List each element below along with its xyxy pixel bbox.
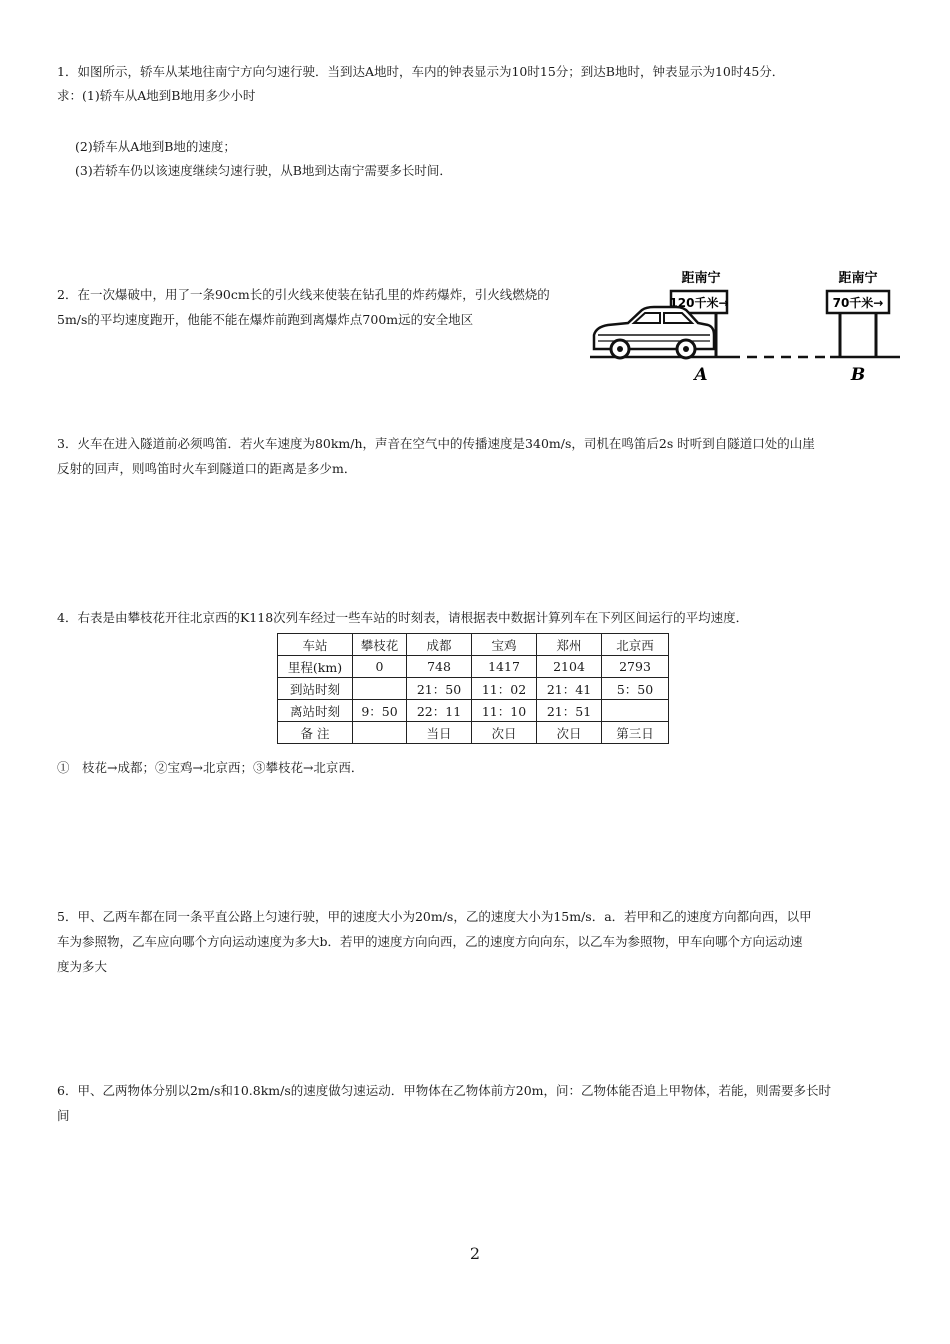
q5-line-3: 度为多大	[57, 959, 108, 974]
table-cell: 到站时刻	[278, 678, 353, 700]
q3-line-2: 反射的回声，则鸣笛时火车到隧道口的距离是多少m．	[57, 461, 357, 476]
table-cell: 0	[353, 656, 407, 678]
table-cell: 离站时刻	[278, 700, 353, 722]
table-cell: 第三日	[602, 722, 669, 744]
table-cell: 5：50	[602, 678, 669, 700]
q5-line-2: 车为参照物，乙车应向哪个方向运动速度为多大b．若甲的速度方向向西，乙的速度方向向东，以乙车为参照物，甲车向哪个方向运动速	[57, 934, 803, 949]
q4-line-1: 4．右表是由攀枝花开往北京西的K118次列车经过一些车站的时刻表，请根据表中数据计算列车在下列区间运行的平均速度．	[57, 610, 749, 625]
table-cell: 成都	[407, 634, 472, 656]
table-cell: 2793	[602, 656, 669, 678]
table-row	[278, 722, 669, 744]
table-cell: 21：51	[537, 700, 602, 722]
table-cell: 次日	[472, 722, 537, 744]
table-cell: 748	[407, 656, 472, 678]
table-cell: 里程(km)	[278, 656, 353, 678]
table-row	[278, 656, 669, 678]
car-icon	[594, 307, 714, 358]
car-road-sign-figure	[590, 265, 902, 387]
table-cell: 9：50	[353, 700, 407, 722]
q5-line-1: 5．甲、乙两车都在同一条平直公路上匀速行驶，甲的速度大小为20m/s，乙的速度大小为15m/s．a．若甲和乙的速度方向都向西，以甲	[57, 909, 812, 924]
train-timetable	[277, 633, 669, 744]
table-row	[278, 678, 669, 700]
table-cell	[353, 678, 407, 700]
sign-b-top-text: 距南宁	[838, 271, 878, 286]
table-cell: 车站	[278, 634, 353, 656]
table-cell: 22：11	[407, 700, 472, 722]
q3-line-1: 3．火车在进入隧道前必须鸣笛．若火车速度为80km/h，声音在空气中的传播速度是340m/s，司机在鸣笛后2s 时听到自隧道口处的山崖	[57, 436, 815, 451]
point-a-label: A	[694, 365, 708, 385]
table-cell: 次日	[537, 722, 602, 744]
sign-a-distance-text: 120千米→	[669, 296, 729, 310]
q4-line-2: ① 枝花→成都；②宝鸡→北京西；③攀枝花→北京西．	[57, 760, 364, 775]
page-number: 2	[469, 1244, 481, 1263]
table-cell: 备 注	[278, 722, 353, 744]
point-b-label: B	[850, 365, 866, 385]
sign-b	[827, 270, 889, 357]
table-header-row	[278, 634, 669, 656]
table-cell: 1417	[472, 656, 537, 678]
q1-sub-3: (3)若轿车仍以该速度继续匀速行驶，从B地到达南宁需要多长时间．	[75, 163, 452, 178]
table-cell	[353, 722, 407, 744]
table-cell: 2104	[537, 656, 602, 678]
q6-line-2: 间	[57, 1108, 70, 1123]
table-row	[278, 700, 669, 722]
q2-line-1: 2．在一次爆破中，用了一条90cm长的引火线来使装在钻孔里的炸药爆炸，引火线燃烧的	[57, 287, 550, 302]
table-cell: 北京西	[602, 634, 669, 656]
q1-line-2: 求：(1)轿车从A地到B地用多少小时	[57, 88, 256, 103]
table-cell: 21：50	[407, 678, 472, 700]
table-cell: 11：10	[472, 700, 537, 722]
q2-line-2: 5m/s的平均速度跑开，他能不能在爆炸前跑到离爆炸点700m远的安全地区	[57, 312, 474, 327]
q1-line-1: 1．如图所示，轿车从某地往南宁方向匀速行驶．当到达A地时，车内的钟表显示为10时15分；到达B地时，钟表显示为10时45分．	[57, 64, 785, 79]
q1-sub-2: (2)轿车从A地到B地的速度；	[75, 139, 236, 154]
table-cell: 郑州	[537, 634, 602, 656]
sign-a-top-text: 距南宁	[681, 271, 721, 286]
table-cell: 当日	[407, 722, 472, 744]
sign-b-distance-text: 70千米→	[832, 296, 884, 310]
q6-line-1: 6．甲、乙两物体分别以2m/s和10.8km/s的速度做匀速运动．甲物体在乙物体前方20m，问：乙物体能否追上甲物体，若能，则需要多长时	[57, 1083, 832, 1098]
table-cell: 11：02	[472, 678, 537, 700]
table-cell: 攀枝花	[353, 634, 407, 656]
table-cell: 宝鸡	[472, 634, 537, 656]
table-cell: 21：41	[537, 678, 602, 700]
table-cell	[602, 700, 669, 722]
